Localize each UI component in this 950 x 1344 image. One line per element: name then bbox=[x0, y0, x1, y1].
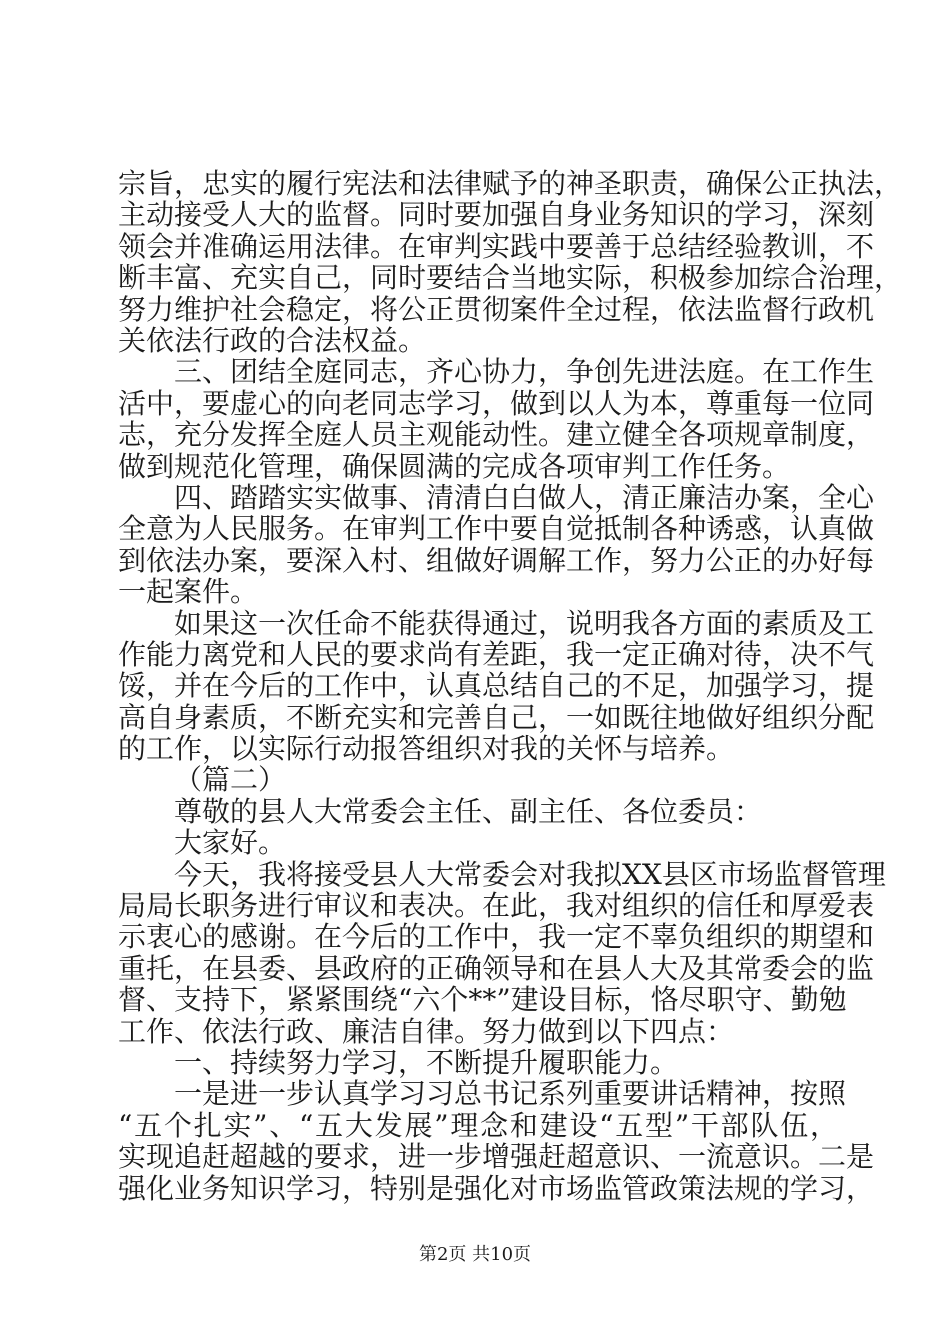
text-line: 志，充分发挥全庭人员主观能动性。建立健全各项规章制度， bbox=[118, 418, 875, 452]
text-line: 一、持续努力学习，不断提升履职能力。 bbox=[174, 1046, 679, 1080]
text-line: 督、支持下，紧紧围绕“六个**”建设目标，恪尽职守、勤勉 bbox=[118, 983, 847, 1017]
text-line: 主动接受人大的监督。同时要加强自身业务知识的学习，深刻 bbox=[118, 198, 875, 232]
text-line: “五个扎实”、“五大发展”理念和建设“五型”干部队伍， bbox=[118, 1108, 838, 1142]
text-line: 活中，要虚心的向老同志学习，做到以人为本，尊重每一位同 bbox=[118, 386, 875, 420]
text-line: 重托，在县委、县政府的正确领导和在县人大及其常委会的监 bbox=[118, 951, 875, 985]
text-line: 一起案件。 bbox=[118, 575, 259, 609]
text-line: 工作、依法行政、廉洁自律。努力做到以下四点： bbox=[118, 1014, 735, 1048]
text-line: 的工作，以实际行动报答组织对我的关怀与培养。 bbox=[118, 732, 735, 766]
section-heading: （篇二） bbox=[174, 763, 287, 797]
text-line: 高自身素质，不断充实和完善自己，一如既往地做好组织分配 bbox=[118, 700, 875, 734]
text-line: 实现追赶超越的要求，进一步增强赶超意识、一流意识。二是 bbox=[118, 1140, 875, 1174]
text-line: 四、踏踏实实做事、清清白白做人，清正廉洁办案，全心 bbox=[174, 480, 875, 514]
text-line: 局局长职务进行审议和表决。在此，我对组织的信任和厚爱表 bbox=[118, 889, 875, 923]
text-line: 全意为人民服务。在审判工作中要自觉抵制各种诱惑，认真做 bbox=[118, 512, 875, 546]
salutation: 尊敬的县人大常委会主任、副主任、各位委员： bbox=[174, 794, 763, 828]
text-line: 强化业务知识学习，特别是强化对市场监管政策法规的学习， bbox=[118, 1171, 875, 1205]
text-line: 一是进一步认真学习习总书记系列重要讲话精神，按照 bbox=[174, 1077, 847, 1111]
text-line: 到依法办案，要深入村、组做好调解工作，努力公正的办好每 bbox=[118, 543, 875, 577]
text-line: 努力维护社会稳定，将公正贯彻案件全过程，依法监督行政机 bbox=[118, 292, 875, 326]
text-line: 示衷心的感谢。在今后的工作中，我一定不辜负组织的期望和 bbox=[118, 920, 875, 954]
text-line: 馁，并在今后的工作中，认真总结自己的不足，加强学习，提 bbox=[118, 669, 875, 703]
text-line: 关依法行政的合法权益。 bbox=[118, 323, 427, 357]
page-footer: 第2页 共10页 bbox=[418, 1244, 532, 1265]
greeting: 大家好。 bbox=[174, 826, 287, 860]
text-line: 领会并准确运用法律。在审判实践中要善于总结经验教训，不 bbox=[118, 229, 875, 263]
text-line: 断丰富、充实自己，同时要结合当地实际，积极参加综合治理， bbox=[118, 261, 903, 295]
text-line: 今天，我将接受县人大常委会对我拟XX县区市场监督管理 bbox=[174, 857, 886, 891]
text-line: 宗旨，忠实的履行宪法和法律赋予的神圣职责，确保公正执法， bbox=[118, 167, 903, 200]
text-line: 如果这一次任命不能获得通过，说明我各方面的素质及工 bbox=[174, 606, 875, 640]
text-line: 三、团结全庭同志，齐心协力，争创先进法庭。在工作生 bbox=[174, 355, 875, 389]
text-line: 作能力离党和人民的要求尚有差距，我一定正确对待，决不气 bbox=[118, 637, 875, 671]
text-line: 做到规范化管理，确保圆满的完成各项审判工作任务。 bbox=[118, 449, 791, 483]
